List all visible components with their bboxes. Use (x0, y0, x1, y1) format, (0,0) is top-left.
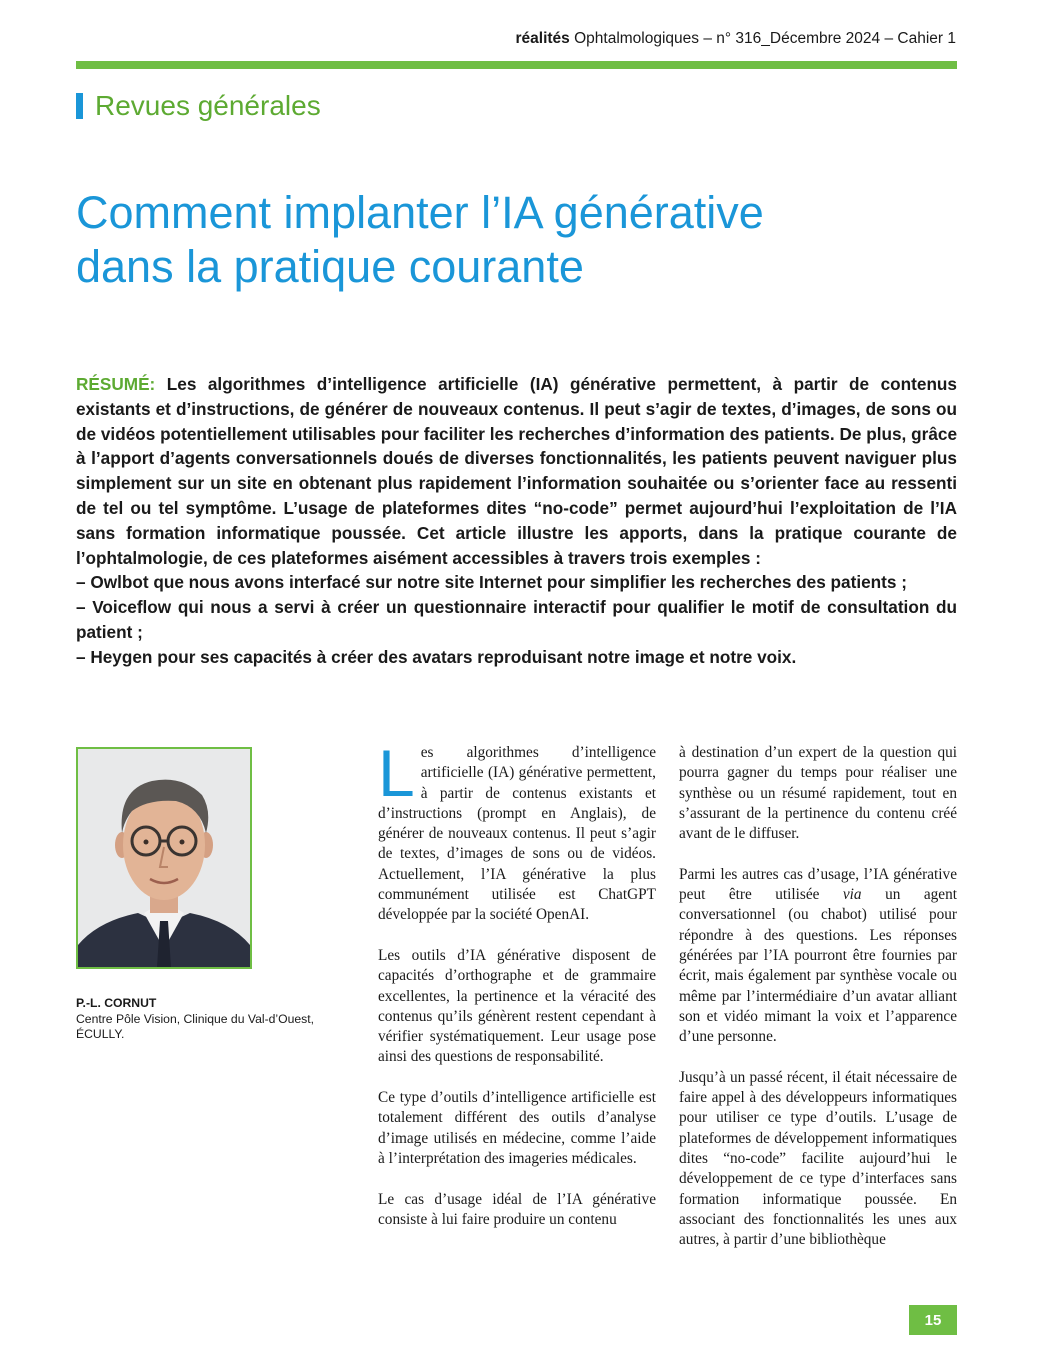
body-column-2 (679, 743, 957, 1271)
abstract-label: RÉSUMÉ: (76, 374, 156, 394)
body-paragraph: Le cas d’usage idéal de l’IA générative consiste à lui faire produire un contenu (378, 1190, 656, 1228)
drop-cap: L (378, 736, 415, 810)
author-name: P.-L. CORNUT (76, 996, 157, 1010)
author-photo (76, 747, 252, 969)
section-title: Revues générales (95, 90, 321, 121)
journal-brand: réalités (515, 30, 570, 47)
journal-issue: Ophtalmologiques – n° 316_Décembre 2024 – Cahier 1 (569, 30, 956, 47)
body-paragraph-text: es algorithmes d’intelligence artificielle (IA) générative permettent, à partir de contenus existants et d’instructions (prompt en Anglais), de générer de nouveaux contenus. Il peut s’agir de textes, d’images de sons ou de vidéos. Actuellement, l’IA générative la plus communément utilisée est ChatGPT développée par la société OpenAI. (378, 744, 656, 924)
running-header (76, 30, 956, 48)
body-text: Parmi les autres cas d’usage, l’IA générative peut être utilisée (679, 865, 957, 904)
abstract (76, 372, 957, 670)
header-rule (76, 61, 957, 69)
italic-term: via (842, 886, 862, 904)
section-marker-icon (76, 93, 83, 119)
body-paragraph: à destination d’un expert de la question qui pourra gagner du temps pour réaliser une synthèse ou un résumé rapidement, tout en s’assurant de la pertinence du contenu créé avant de le diffuser. (679, 744, 957, 843)
author-block (76, 996, 336, 1043)
body-paragraph: Les outils d’IA générative disposent de capacités d’orthographe et de grammaire excellentes, la pertinence et la véracité des contenus qu’ils génèrent restent cependant à vérifier systématiquement. Leur usage pose ainsi des questions de responsabilité. (378, 946, 656, 1066)
author-affiliation: Centre Pôle Vision, Clinique du Val-d’Ouest, ÉCULLY. (76, 1011, 315, 1041)
article-title-line-1: Comment implanter l’IA générative (76, 187, 764, 238)
article-title-line-2: dans la pratique courante (76, 241, 584, 292)
author-portrait-icon (78, 749, 250, 967)
body-column-1 (378, 736, 656, 1250)
abstract-paragraph (76, 372, 957, 570)
body-paragraph (679, 865, 957, 1048)
abstract-item: – Owlbot que nous avons interfacé sur notre site Internet pour simplifier les recherches des patients ; (76, 572, 907, 593)
article-title (76, 186, 936, 294)
body-paragraph: Jusqu’à un passé récent, il était nécessaire de faire appel à des développeurs informatiques pour utiliser ce type d’outils. L’usage de plateformes de développement informatiques dites “no-code” facilite aujourd’hui le développement de ce type d’interfaces sans formation informatique poussée. En associant des fonctionnalités les unes aux autres, à partir d’une bibliothèque (679, 1068, 957, 1249)
abstract-item: – Heygen pour ses capacités à créer des avatars reproduisant notre image et notre voix. (76, 646, 797, 667)
section-label (76, 88, 321, 124)
abstract-text: Les algorithmes d’intelligence artificielle (IA) générative permettent, à partir de contenus existants et d’instructions, de générer de nouveaux contenus. Il peut s’agir de textes, d’images, de sons ou de vidéos potentiellement utilisables pour faciliter les recherches d’information des patients. De plus, grâce à l’apport d’agents conversationnels doués de diverses fonctionnalités, les patients peuvent naviguer plus simplement sur un site en obtenant plus rapidement l’information souhaitée ou s’orienter face au ressenti de tel ou tel symptôme. L’usage de plateformes dites “no-code” permet aujourd’hui l’exploitation de l’IA sans formation informatique poussée. Cet article illustre les apports, dans la pratique courante de l’ophtalmologie, de ces plateformes aisément accessibles à travers trois exemples : (76, 374, 957, 568)
abstract-item: – Voiceflow qui nous a servi à créer un questionnaire interactif pour qualifier le motif de consultation du patient ; (76, 597, 957, 642)
body-paragraph (378, 736, 656, 926)
page-number: 15 (909, 1305, 957, 1335)
body-text: un agent conversationnel (ou chabot) utilisé pour répondre à des questions. Les réponses générées par l’IA pourront être fournies par écrit, mais également par synthèse vocale ou même par l’intermédiaire d’un avatar alliant son et vidéo mimant la voix et l’apparence d’une personne. (679, 886, 957, 1046)
body-paragraph: Ce type d’outils d’intelligence artificielle est totalement différent des outils d’analyse d’image utilisés en médecine, comme l’aide à l’interprétation des imageries médicales. (378, 1089, 656, 1167)
